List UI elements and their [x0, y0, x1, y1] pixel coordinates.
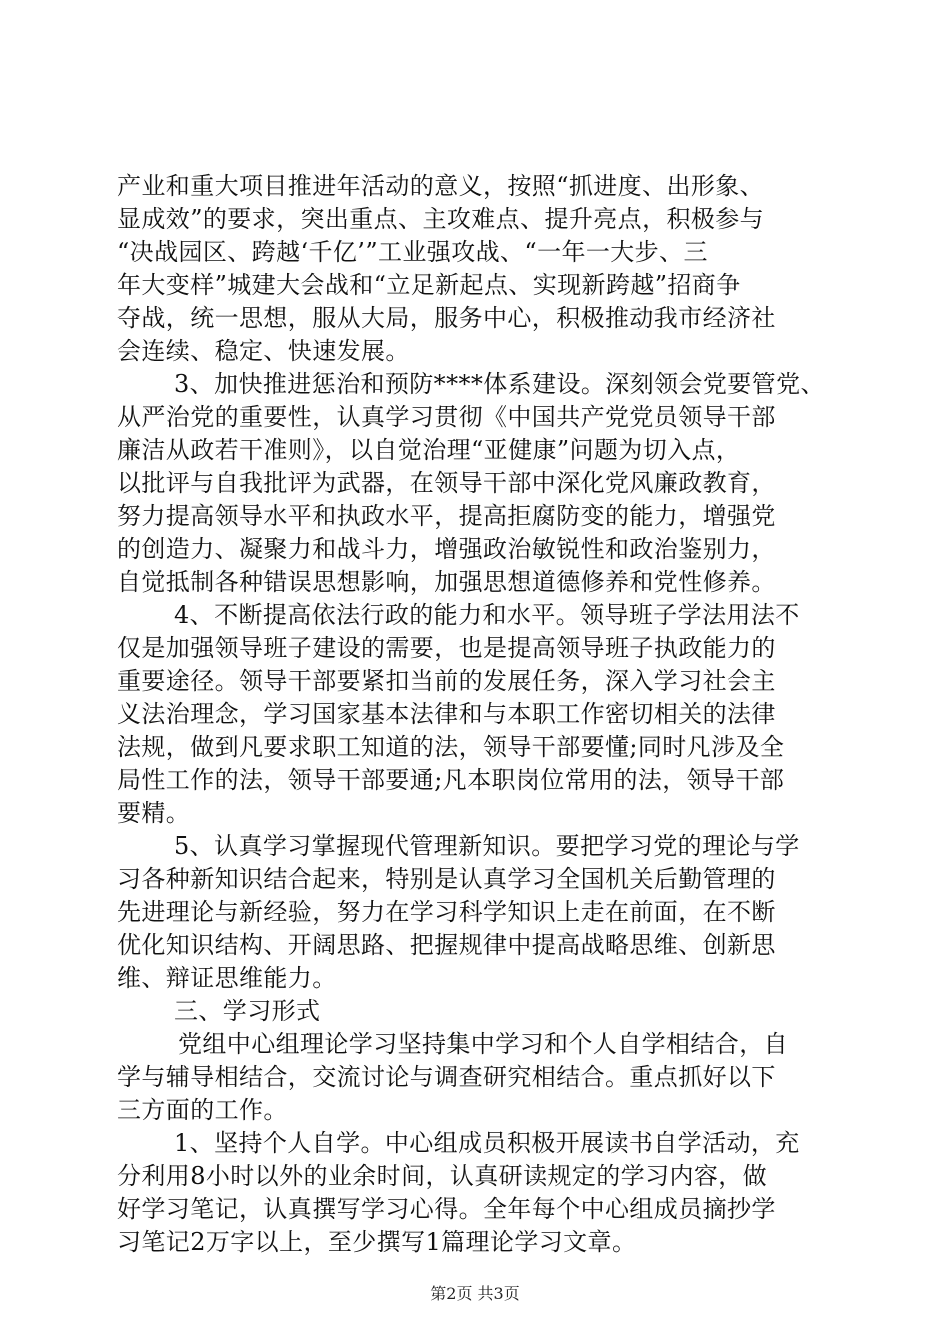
text-line: 以批评与自我批评为武器，在领导干部中深化党风廉政教育，: [117, 469, 776, 497]
text-line: 从严治党的重要性，认真学习贯彻《中国共产党党员领导干部: [117, 403, 776, 431]
text-line: 努力提高领导水平和执政水平，提高拒腐防变的能力，增强党: [117, 502, 776, 530]
text-line: 维、辩证思维能力。: [117, 964, 337, 992]
text-line: 法规，做到凡要求职工知道的法，领导干部要懂;同时凡涉及全: [117, 733, 785, 761]
text-line: 重要途径。领导干部要紧扣当前的发展任务，深入学习社会主: [117, 667, 776, 695]
text-line: 局性工作的法，领导干部要通;凡本职岗位常用的法，领导干部: [117, 766, 785, 794]
paragraph-start-line: 4、不断提高依法行政的能力和水平。领导班子学法用法不: [174, 601, 800, 629]
text-line: 会连续、稳定、快速发展。: [117, 337, 410, 365]
text-line: 习各种新知识结合起来，特别是认真学习全国机关后勤管理的: [117, 865, 776, 893]
text-line: 三方面的工作。: [117, 1096, 288, 1124]
text-line: “决战园区、跨越‘千亿’”工业强攻战、“一年一大步、三: [117, 238, 708, 266]
text-line: 习笔记2万字以上，至少撰写1篇理论学习文章。: [117, 1228, 637, 1256]
paragraph-start-line: 党组中心组理论学习坚持集中学习和个人自学相结合，自: [178, 1030, 788, 1058]
text-line: 廉洁从政若干准则》，以自觉治理“亚健康”问题为切入点，: [117, 436, 741, 464]
text-line: 义法治理念，学习国家基本法律和与本职工作密切相关的法律: [117, 700, 776, 728]
text-line: 年大变样”城建大会战和“立足新起点、实现新跨越”招商争: [117, 271, 741, 299]
text-line: 要精。: [117, 799, 191, 827]
text-line: 显成效”的要求，突出重点、主攻难点、提升亮点，积极参与: [117, 205, 765, 233]
text-line: 仅是加强领导班子建设的需要，也是提高领导班子执政能力的: [117, 634, 776, 662]
section-heading: 三、学习形式: [174, 997, 321, 1025]
paragraph-start-line: 3、加快推进惩治和预防****体系建设。深刻领会党要管党、: [174, 370, 825, 398]
text-line: 产业和重大项目推进年活动的意义，按照“抓进度、出形象、: [117, 172, 765, 200]
paragraph-start-line: 1、坚持个人自学。中心组成员积极开展读书自学活动，充: [174, 1129, 800, 1157]
page-number-footer: 第2页 共3页: [430, 1284, 520, 1303]
text-line: 好学习笔记，认真撰写学习心得。全年每个中心组成员摘抄学: [117, 1195, 776, 1223]
text-line: 的创造力、凝聚力和战斗力，增强政治敏锐性和政治鉴别力，: [117, 535, 776, 563]
paragraph-start-line: 5、认真学习掌握现代管理新知识。要把学习党的理论与学: [174, 832, 800, 860]
text-line: 学与辅导相结合，交流讨论与调查研究相结合。重点抓好以下: [117, 1063, 776, 1091]
text-line: 优化知识结构、开阔思路、把握规律中提高战略思维、创新思: [117, 931, 776, 959]
text-line: 自觉抵制各种错误思想影响，加强思想道德修养和党性修养。: [117, 568, 776, 596]
text-line: 夺战，统一思想，服从大局，服务中心，积极推动我市经济社: [117, 304, 776, 332]
text-line: 分利用8小时以外的业余时间，认真研读规定的学习内容，做: [117, 1162, 768, 1190]
text-line: 先进理论与新经验，努力在学习科学知识上走在前面，在不断: [117, 898, 776, 926]
